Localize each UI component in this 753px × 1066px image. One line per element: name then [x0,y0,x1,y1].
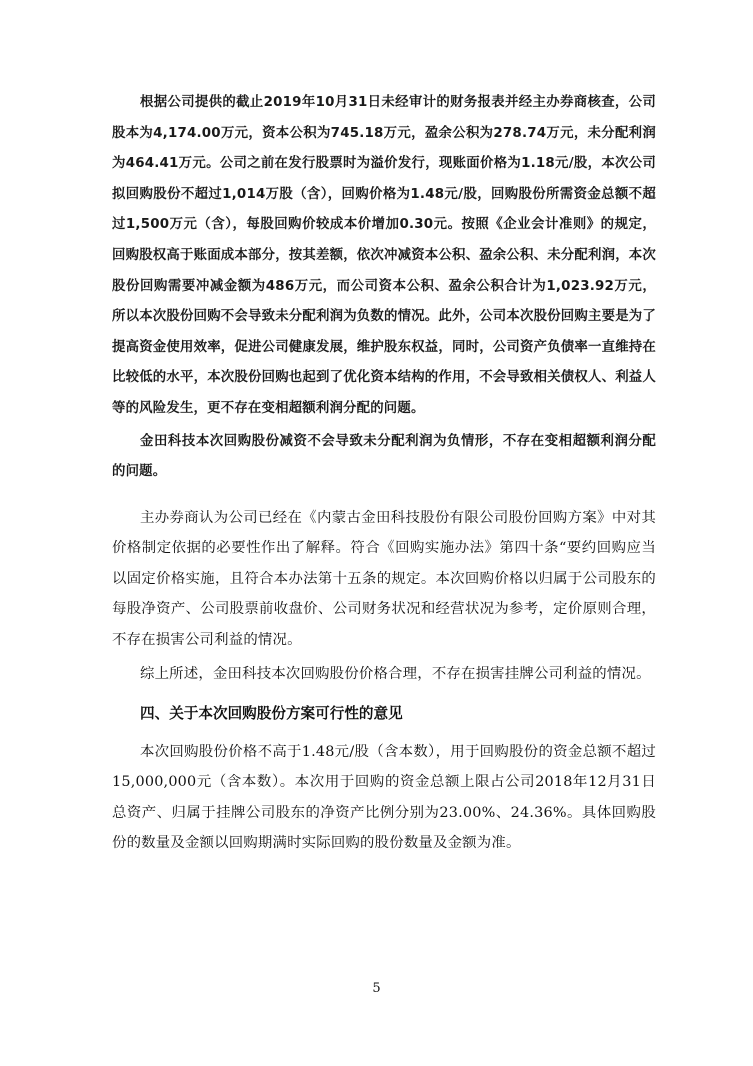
page-number: 5 [372,981,381,996]
paragraph-repurchase-feasibility: 本次回购股份价格不高于1.48元/股（含本数），用于回购股份的资金总额不超过15,000,000元（含本数）。本次用于回购的资金总额上限占公司2018年12月31日总资产、归属于挂牌公司股东的净资产比例分别为23.00%、24.36%。具体回购股份的数量及金额以回购期满时实际回购的股份数量及金额为准。 [112,743,656,852]
paragraph-financial-analysis: 根据公司提供的截止2019年10月31日未经审计的财务报表并经主办券商核查，公司股本为4,174.00万元，资本公积为745.18万元，盈余公积为278.74万元，未分配利润为464.41万元。公司之前在发行股票时为溢价发行，现账面价格为1.18元/股，本次公司拟回购股份不超过1,014万股（含），回购价格为1.48元/股，回购股份所需资金总额不超过1,500万元（含），每股回购价较成本价增加0.30元。按照《企业会计准则》的规定，回购股权高于账面成本部分，按其差额，依次冲减资本公积、盈余公积、未分配利润，本次股份回购需要冲减金额为486万元，而公司资本公积、盈余公积合计为1,023.92万元，所以本次股份回购不会导致未分配利润为负数的情况。此外，公司本次股份回购主要是为了提高资金使用效率，促进公司健康发展，维护股东权益，同时，公司资产负债率一直维持在比较低的水平，本次股份回购也起到了优化资本结构的作用，不会导致相关债权人、利益人等的风险发生，更不存在变相超额利润分配的问题。 [112,95,656,416]
paragraph-summary: 综上所述，金田科技本次回购股份价格合理，不存在损害挂牌公司利益的情况。 [140,666,651,683]
section-heading: 四、关于本次回购股份方案可行性的意见 [140,704,403,722]
document-page [112,88,656,859]
paragraph-broker-opinion: 主办券商认为公司已经在《内蒙古金田科技股份有限公司股份回购方案》中对其价格制定依据的必要性作出了解释。符合《回购实施办法》第四十条“要约回购应当以固定价格实施，且符合本办法第十五条的规定。本次回购价格以归属于公司股东的每股净资产、公司股票前收盘价、公司财务状况和经营状况为参考，定价原则合理，不存在损害公司利益的情况。 [112,509,656,648]
paragraph-conclusion-capital-reduction: 金田科技本次回购股份减资不会导致未分配利润为负情形，不存在变相超额利润分配的问题。 [112,433,656,480]
